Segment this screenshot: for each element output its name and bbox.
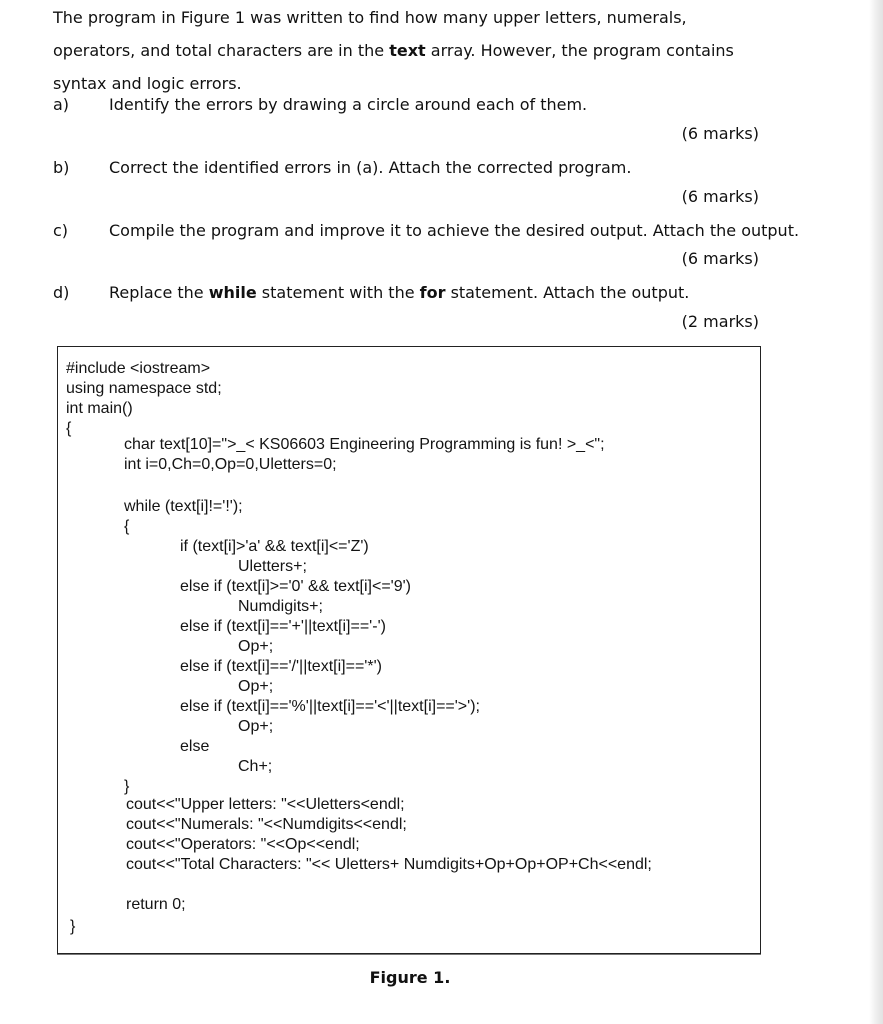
code-line: cout<<"Upper letters: "<<Uletters<endl; [126,796,405,813]
code-line: cout<<"Numerals: "<<Numdigits<<endl; [126,816,407,833]
bold-for: for [419,283,446,302]
code-line: char text[10]=">_< KS06603 Engineering Programming is fun! >_<"; [124,436,605,453]
marks-b: (6 marks) [681,187,759,206]
marks-d: (2 marks) [681,312,759,331]
code-line: cout<<"Operators: "<<Op<<endl; [126,836,360,853]
code-line: else if (text[i]=='/'||text[i]=='*') [180,658,382,675]
code-line: { [124,518,130,535]
code-figure-box [57,346,761,954]
code-line: Op+; [238,678,274,695]
code-line: else if (text[i]=='%'||text[i]=='<'||text[i]=='>'); [180,698,480,715]
marks-c: (6 marks) [681,249,759,268]
code-line: } [124,778,130,795]
code-line: Op+; [238,638,274,655]
code-line: int main() [66,400,133,417]
code-line: } [70,918,76,935]
code-line: if (text[i]>'a' && text[i]<='Z') [180,538,369,555]
code-line: { [66,420,72,437]
intro-bold-text: text [389,41,426,60]
code-line: Ch+; [238,758,273,775]
code-line: else if (text[i]=='+'||text[i]=='-') [180,618,386,635]
page-edge-shadow [869,0,883,1024]
question-text: Replace the while statement with the for statement. Attach the output. [109,283,690,302]
code-line: cout<<"Total Characters: "<< Uletters+ Numdigits+Op+Op+OP+Ch<<endl; [126,856,652,873]
question-text: Identify the errors by drawing a circle around each of them. [109,95,588,114]
code-line: using namespace std; [66,380,222,397]
code-line: while (text[i]!='!'); [124,498,243,515]
code-line: else if (text[i]>='0' && text[i]<='9') [180,578,411,595]
question-letter: a) [53,95,70,114]
question-text: Compile the program and improve it to achieve the desired output. Attach the output. [109,221,800,240]
marks-a: (6 marks) [681,124,759,143]
question-letter: b) [53,158,70,177]
bold-while: while [208,283,257,302]
code-line: return 0; [126,896,186,913]
code-line: Op+; [238,718,274,735]
code-line: else [180,738,210,755]
question-letter: c) [53,221,69,240]
intro-paragraph: The program in Figure 1 was written to find how many upper letters, numerals, operators, and total characters are in the text array. However, the program contains syntax and logic errors. [53,8,734,93]
code-line: Uletters+; [238,558,307,575]
code-line: #include <iostream> [66,360,211,377]
figure-caption: Figure 1. [369,968,451,987]
question-letter: d) [53,283,70,302]
code-line: Numdigits+; [238,598,323,615]
code-line: int i=0,Ch=0,Op=0,Uletters=0; [124,456,337,473]
question-text: Correct the identified errors in (a). Attach the corrected program. [109,158,632,177]
